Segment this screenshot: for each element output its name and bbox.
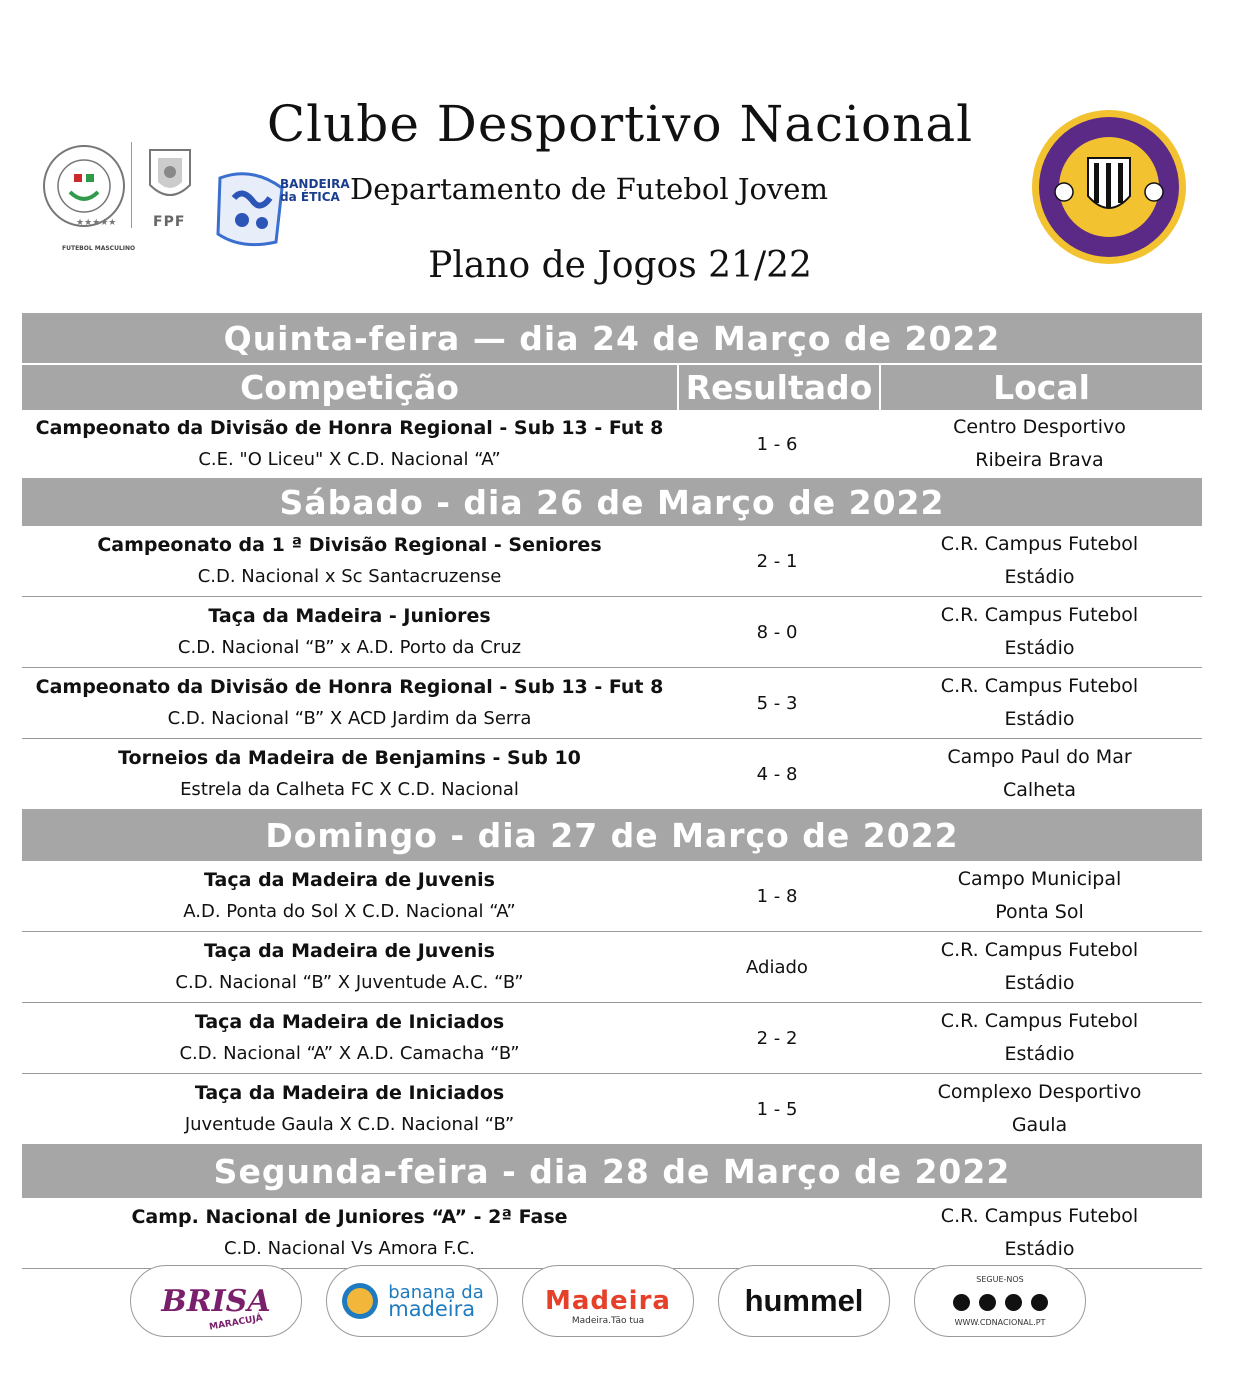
banana-icon [340,1281,380,1321]
svg-text:★★★★★: ★★★★★ [76,218,117,228]
day-header: Quinta-feira — dia 24 de Março de 2022 [22,313,1202,363]
brisa-sub-label: MARACUJÁ [208,1313,264,1333]
table-row [22,668,1202,739]
result-label: 4 - 8 [756,763,798,785]
twitter-icon[interactable] [1031,1294,1048,1311]
sponsor-hummel[interactable] [718,1265,890,1337]
games-table [22,313,1202,1269]
social-follow[interactable] [914,1265,1086,1337]
venue-sublabel: Estádio [1004,708,1075,730]
day-header: Segunda-feira - dia 28 de Março de 2022 [22,1144,1202,1198]
table-row [22,410,1202,478]
match-label: A.D. Ponta do Sol X C.D. Nacional “A” [183,901,516,922]
column-header-result: Resultado [679,365,881,410]
competition-label: Camp. Nacional de Juniores “A” - 2ª Fase [131,1206,568,1228]
venue-label: Complexo Desportivo [937,1081,1142,1103]
match-label: C.D. Nacional “B” X Juventude A.C. “B” [175,972,524,993]
sponsor-banana-madeira[interactable] [326,1265,498,1337]
venue-sublabel: Estádio [1004,1238,1075,1260]
venue-label: C.R. Campus Futebol [940,675,1139,697]
club-crest-icon [1030,108,1188,266]
venue-sublabel: Ribeira Brava [975,449,1104,471]
competition-label: Taça da Madeira de Iniciados [194,1011,505,1033]
venue-sublabel: Estádio [1004,1043,1075,1065]
madeira-tagline: Madeira.Tão tua [571,1316,645,1326]
competition-label: Taça da Madeira - Juniores [208,605,491,627]
column-header-competition: Competição [22,365,679,410]
website-link[interactable]: WWW.CDNACIONAL.PT [954,1318,1046,1327]
table-row [22,1074,1202,1144]
result-label: 1 - 6 [756,433,798,455]
table-row [22,597,1202,668]
venue-sublabel: Ponta Sol [995,901,1084,923]
certified-entity-icon [38,140,130,232]
venue-sublabel: Estádio [1004,972,1075,994]
sponsor-brisa[interactable] [130,1265,302,1337]
venue-label: C.R. Campus Futebol [940,1010,1139,1032]
venue-sublabel: Estádio [1004,566,1075,588]
match-label: C.D. Nacional Vs Amora F.C. [223,1238,476,1259]
brisa-logo: BRISA [161,1283,271,1319]
hummel-logo: hummel [744,1283,864,1318]
fpf-label: FPF [153,214,186,230]
result-label [677,1198,877,1268]
youtube-icon[interactable] [1005,1294,1022,1311]
instagram-icon[interactable] [979,1294,996,1311]
competition-label: Taça da Madeira de Juvenis [204,940,495,962]
match-label: C.E. "O Liceu" X C.D. Nacional “A” [198,449,501,470]
table-row [22,861,1202,932]
venue-label: Centro Desportivo [953,416,1126,438]
page-title: Clube Desportivo Nacional [266,95,974,153]
match-label: Juventude Gaula X C.D. Nacional “B” [184,1114,515,1135]
competition-label: Torneios da Madeira de Benjamins - Sub 10 [118,747,581,769]
etica-label-1: BANDEIRA [280,177,350,191]
banana-line-2: madeira [388,1297,476,1321]
table-row [22,739,1202,809]
madeira-logo: Madeira [545,1286,671,1316]
plan-title: Plano de Jogos 21/22 [428,245,812,286]
cert-caption: FUTEBOL MASCULINO [62,245,136,252]
table-row [22,1003,1202,1074]
result-label: 8 - 0 [756,621,798,643]
competition-label: Taça da Madeira de Iniciados [194,1082,505,1104]
competition-label: Campeonato da 1 ª Divisão Regional - Seniores [97,534,602,556]
bandeira-etica-icon [212,168,290,248]
competition-label: Campeonato da Divisão de Honra Regional - Sub 13 - Fut 8 [35,417,664,439]
venue-label: C.R. Campus Futebol [940,939,1139,961]
etica-label-2: da ÉTICA [280,190,340,204]
venue-sublabel: Calheta [1002,779,1076,801]
venue-label: C.R. Campus Futebol [940,533,1139,555]
banana-line-1: banana da [388,1282,484,1303]
venue-sublabel: Estádio [1004,637,1075,659]
result-label: 2 - 1 [756,550,798,572]
table-row [22,526,1202,597]
match-label: Estrela da Calheta FC X C.D. Nacional [180,779,519,800]
venue-label: Campo Municipal [957,868,1122,890]
banana-logo-text [388,1282,484,1321]
table-row [22,932,1202,1003]
column-headers [22,363,1202,410]
result-label: 1 - 8 [756,885,798,907]
match-label: C.D. Nacional “B” x A.D. Porto da Cruz [177,637,522,658]
match-label: C.D. Nacional x Sc Santacruzense [197,566,502,587]
competition-label: Campeonato da Divisão de Honra Regional - Sub 13 - Fut 8 [35,676,664,698]
match-label: C.D. Nacional “A” X A.D. Camacha “B” [179,1043,520,1064]
result-label: Adiado [746,956,808,978]
table-row [22,1198,1202,1269]
result-label: 5 - 3 [756,692,798,714]
result-label: 1 - 5 [756,1098,798,1120]
venue-sublabel: Gaula [1011,1114,1068,1136]
day-header: Sábado - dia 26 de Março de 2022 [22,478,1202,526]
follow-title: SEGUE-NOS [976,1275,1024,1284]
logo-divider [131,142,132,228]
result-label: 2 - 2 [756,1027,798,1049]
page-subtitle: Departamento de Futebol Jovem [350,172,828,206]
venue-label: C.R. Campus Futebol [940,1205,1139,1227]
competition-label: Taça da Madeira de Juvenis [204,869,495,891]
venue-label: Campo Paul do Mar [947,746,1132,768]
venue-label: C.R. Campus Futebol [940,604,1139,626]
sponsor-madeira[interactable] [522,1265,694,1337]
match-label: C.D. Nacional “B” X ACD Jardim da Serra [167,708,532,729]
column-header-venue: Local [993,368,1090,407]
sponsor-bar [130,1265,1090,1337]
day-header: Domingo - dia 27 de Março de 2022 [22,809,1202,861]
facebook-icon[interactable] [953,1294,970,1311]
